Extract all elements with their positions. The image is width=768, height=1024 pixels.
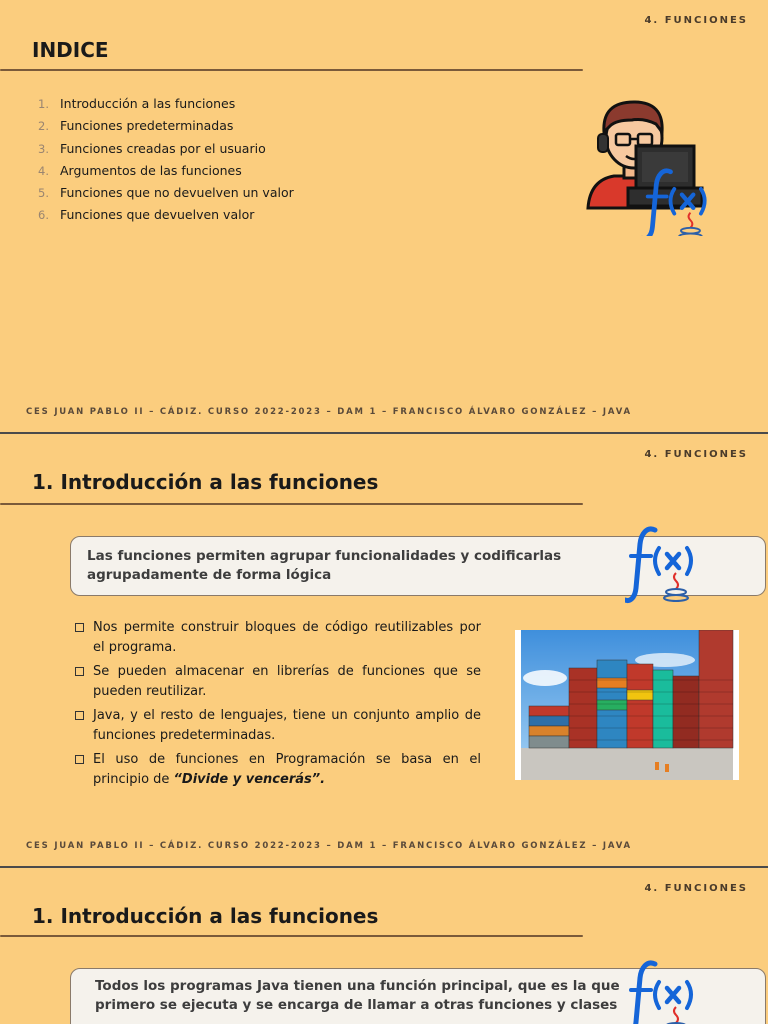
- toc-item[interactable]: [38, 96, 294, 118]
- toc-label: Argumentos de las funciones: [60, 162, 242, 178]
- bullet-item: [75, 706, 481, 745]
- toc-item[interactable]: [38, 141, 294, 163]
- toc-item[interactable]: [38, 207, 294, 229]
- toc-label: Funciones que devuelven valor: [60, 207, 255, 223]
- slide-title: INDICE: [32, 38, 109, 62]
- toc-label: Funciones predeterminadas: [60, 118, 234, 134]
- section-tag: 4. FUNCIONES: [644, 15, 748, 26]
- title-underline: [0, 503, 583, 505]
- slide-introduction: [0, 434, 768, 866]
- toc-number: 6.: [38, 208, 49, 223]
- toc-number: 4.: [38, 163, 49, 178]
- bullet-text: Java, y el resto de lenguajes, tiene un conjunto amplio de funciones predeterminadas.: [93, 708, 481, 743]
- toc-number: 1.: [38, 97, 49, 111]
- bullet-list: [75, 618, 481, 794]
- emphasis-text: “Divide y vencerás”.: [173, 771, 326, 787]
- slide-index: [0, 0, 768, 432]
- containers-photo: [515, 630, 739, 780]
- callout-text: Todos los programas Java tienen una función principal, que es la que primero se ejecuta y se encarga de llamar a otras funciones y clases: [95, 978, 620, 1013]
- bullet-text: Nos permite construir bloques de código reutilizables por el programa.: [93, 620, 481, 655]
- slide-introduction-continued: [0, 868, 768, 1024]
- footer: CES JUAN PABLO II – CÁDIZ. CURSO 2022-2023 – DAM 1 – FRANCISCO ÁLVARO GONZÁLEZ – JAVA: [26, 407, 632, 417]
- toc-number: 5.: [38, 186, 49, 201]
- toc-label: Introducción a las funciones: [60, 96, 236, 111]
- checkbox-bullet-icon: [75, 667, 84, 676]
- checkbox-bullet-icon: [75, 623, 84, 632]
- slide-title: 1. Introducción a las funciones: [32, 904, 379, 928]
- callout-text: Las funciones permiten agrupar funcionalidades y codificarlas agrupadamente de forma lógica: [87, 548, 562, 583]
- programmer-illustration: [584, 96, 714, 236]
- toc-label: Funciones que no devuelven un valor: [60, 185, 294, 201]
- toc-number: 3.: [38, 141, 49, 156]
- slide-title: 1. Introducción a las funciones: [32, 470, 379, 494]
- toc-item[interactable]: [38, 185, 294, 207]
- toc-item[interactable]: [38, 163, 294, 185]
- toc-label: Funciones creadas por el usuario: [60, 140, 266, 156]
- function-java-icon: [625, 526, 709, 606]
- bullet-item: [75, 618, 481, 657]
- bullet-item: [75, 662, 481, 701]
- footer: CES JUAN PABLO II – CÁDIZ. CURSO 2022-2023 – DAM 1 – FRANCISCO ÁLVARO GONZÁLEZ – JAVA: [26, 841, 632, 851]
- section-tag: 4. FUNCIONES: [644, 449, 748, 460]
- bullet-item: [75, 750, 481, 789]
- bullet-text: El uso de funciones en Programación se basa en el principio de: [93, 752, 481, 787]
- bullet-text: Se pueden almacenar en librerías de funciones que se pueden reutilizar.: [93, 664, 481, 699]
- title-underline: [0, 69, 583, 71]
- title-underline: [0, 935, 583, 937]
- function-java-icon: [625, 960, 709, 1024]
- section-tag: 4. FUNCIONES: [644, 883, 748, 894]
- checkbox-bullet-icon: [75, 711, 84, 720]
- table-of-contents: [38, 96, 294, 230]
- toc-item[interactable]: [38, 118, 294, 140]
- checkbox-bullet-icon: [75, 755, 84, 764]
- toc-number: 2.: [38, 119, 49, 134]
